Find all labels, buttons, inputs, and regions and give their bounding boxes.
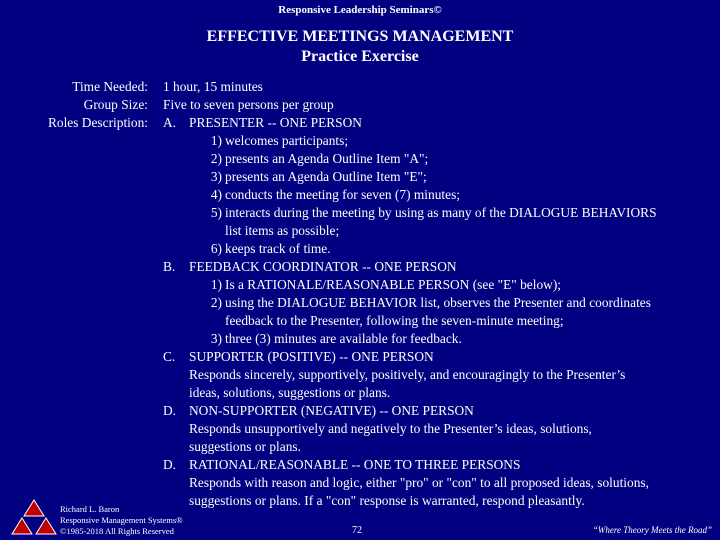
item-text: welcomes participants;	[225, 133, 349, 148]
field-roles	[0, 114, 720, 132]
role-title: NON-SUPPORTER (NEGATIVE) -- ONE PERSON	[189, 403, 474, 418]
list-item	[0, 168, 720, 186]
role-text: suggestions or plans.	[189, 439, 301, 454]
header-brand: Responsive Leadership Seminars©	[278, 4, 442, 16]
list-item	[0, 150, 720, 168]
role-nonsupporter	[0, 402, 720, 420]
item-text: conducts the meeting for seven (7) minutes;	[225, 187, 461, 202]
footer-author: Richard L. Baron	[60, 504, 120, 514]
title-line-1: EFFECTIVE MEETINGS MANAGEMENT	[206, 28, 514, 45]
role-title: FEEDBACK COORDINATOR -- ONE PERSON	[189, 259, 457, 274]
role-title: RATIONAL/REASONABLE -- ONE TO THREE PERSONS	[189, 457, 521, 472]
field-time	[0, 78, 720, 96]
item-text: presents an Agenda Outline Item "A";	[225, 151, 429, 166]
role-description	[0, 420, 720, 438]
item-number: 3)	[210, 331, 222, 346]
exercise-content	[0, 78, 720, 510]
role-description	[0, 474, 720, 492]
field-value: Five to seven persons per group	[163, 97, 334, 112]
role-text: Responds sincerely, supportively, positively, and encouragingly to the Presenter’s	[189, 367, 626, 382]
role-description	[0, 438, 720, 456]
field-label: Roles Description:	[47, 115, 148, 130]
field-label: Time Needed:	[72, 79, 148, 94]
role-title: PRESENTER -- ONE PERSON	[189, 115, 362, 130]
list-item-continued	[0, 312, 720, 330]
list-item	[0, 240, 720, 258]
role-letter: D.	[163, 457, 177, 472]
item-number: 3)	[210, 169, 222, 184]
role-feedback	[0, 258, 720, 276]
role-text: Responds with reason and logic, either "pro" or "con" to all proposed ideas, solutions,	[189, 475, 649, 490]
item-text: list items as possible;	[225, 223, 340, 238]
item-text: feedback to the Presenter, following the seven-minute meeting;	[225, 313, 564, 328]
role-description	[0, 366, 720, 384]
list-item	[0, 330, 720, 348]
list-item	[0, 204, 720, 222]
item-number: 6)	[210, 241, 222, 256]
role-letter: B.	[163, 259, 176, 274]
list-item-continued	[0, 222, 720, 240]
item-number: 2)	[210, 295, 222, 310]
page-title	[0, 27, 720, 67]
footer-company: Responsive Management Systems®	[60, 515, 183, 525]
field-group-size	[0, 96, 720, 114]
role-letter: D.	[163, 403, 177, 418]
role-supporter	[0, 348, 720, 366]
title-line-2: Practice Exercise	[301, 48, 419, 65]
role-letter: A.	[163, 115, 177, 130]
triangle-logo-icon	[10, 498, 58, 538]
field-value: 1 hour, 15 minutes	[163, 79, 263, 94]
footer-credits	[60, 504, 183, 537]
list-item	[0, 294, 720, 312]
role-text: ideas, solutions, suggestions or plans.	[189, 385, 391, 400]
role-text: suggestions or plans. If a "con" response is warranted, respond pleasantly.	[189, 493, 585, 508]
page-number: 72	[352, 525, 362, 536]
role-description	[0, 384, 720, 402]
footer-copyright: ©1985-2018 All Rights Reserved	[60, 526, 174, 536]
role-title: SUPPORTER (POSITIVE) -- ONE PERSON	[189, 349, 434, 364]
footer-tagline: “Where Theory Meets the Road”	[592, 525, 712, 535]
list-item	[0, 132, 720, 150]
item-text: Is a RATIONALE/REASONABLE PERSON (see "E" below);	[225, 277, 561, 292]
role-letter: C.	[163, 349, 176, 364]
item-text: using the DIALOGUE BEHAVIOR list, observes the Presenter and coordinates	[225, 295, 651, 310]
item-text: presents an Agenda Outline Item "E";	[225, 169, 427, 184]
item-number: 5)	[210, 205, 222, 220]
item-number: 1)	[210, 133, 222, 148]
item-text: keeps track of time.	[225, 241, 331, 256]
item-text: interacts during the meeting by using as many of the DIALOGUE BEHAVIORS	[225, 205, 657, 220]
role-text: Responds unsupportively and negatively to the Presenter’s ideas, solutions,	[189, 421, 592, 436]
item-text: three (3) minutes are available for feedback.	[225, 331, 462, 346]
list-item	[0, 276, 720, 294]
item-number: 2)	[210, 151, 222, 166]
list-item	[0, 186, 720, 204]
role-rational	[0, 456, 720, 474]
field-label: Group Size:	[83, 97, 148, 112]
item-number: 1)	[210, 277, 222, 292]
item-number: 4)	[210, 187, 222, 202]
